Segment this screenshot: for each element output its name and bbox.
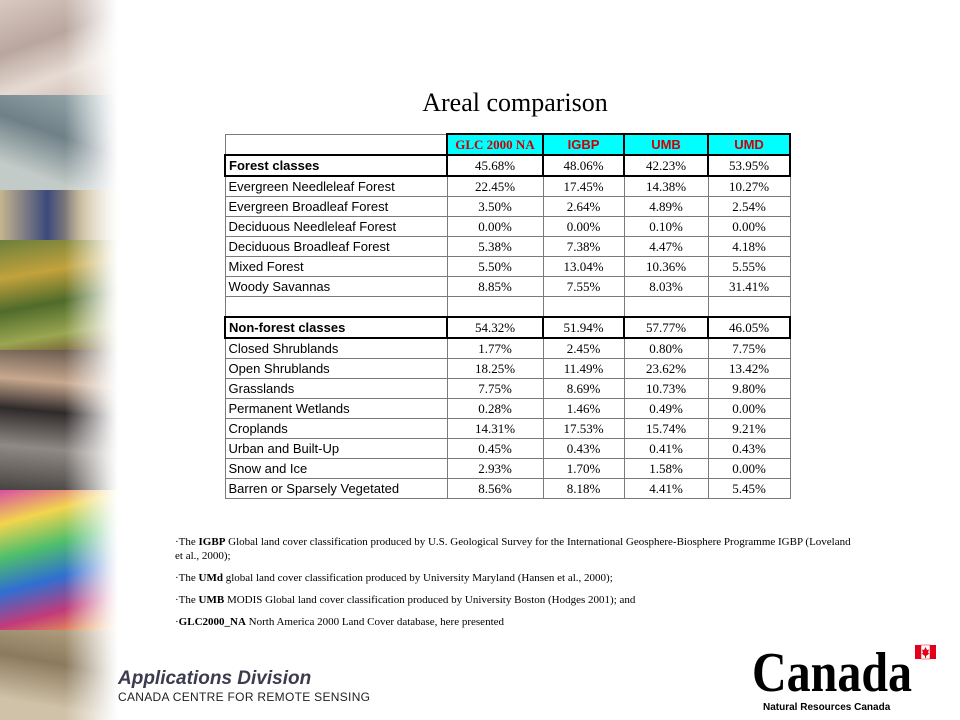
table-cell: 23.62% <box>624 359 708 379</box>
table-cell: 8.03% <box>624 277 708 297</box>
table-cell: 11.49% <box>543 359 624 379</box>
footnote-igbp <box>175 535 855 563</box>
column-header-umb: UMB <box>624 134 708 155</box>
table-row <box>225 459 790 479</box>
table-cell: 10.73% <box>624 379 708 399</box>
table-cell: 4.89% <box>624 197 708 217</box>
table-cell: 8.85% <box>447 277 543 297</box>
table-cell: 7.55% <box>543 277 624 297</box>
table-header-row <box>225 134 790 155</box>
table-cell: 22.45% <box>447 176 543 197</box>
footnote-term: UMd <box>198 572 223 584</box>
table-cell: 0.00% <box>543 217 624 237</box>
table-cell: 4.47% <box>624 237 708 257</box>
table-cell: 14.31% <box>447 419 543 439</box>
table-cell: 18.25% <box>447 359 543 379</box>
table-cell: 8.56% <box>447 479 543 499</box>
table-row <box>225 197 790 217</box>
table-cell: 0.43% <box>543 439 624 459</box>
areal-comparison-table <box>224 133 791 499</box>
table-cell: 48.06% <box>543 155 624 176</box>
table-cell: 0.00% <box>708 217 790 237</box>
table-cell: 4.18% <box>708 237 790 257</box>
table-cell: 2.45% <box>543 338 624 359</box>
footnote-prefix: · <box>175 616 179 628</box>
centre-name: CANADA CENTRE FOR REMOTE SENSING <box>118 690 371 704</box>
table-cell: 9.21% <box>708 419 790 439</box>
table-cell: 54.32% <box>447 317 543 338</box>
row-label: Closed Shrublands <box>225 338 447 359</box>
table-cell: 4.41% <box>624 479 708 499</box>
table-cell: 9.80% <box>708 379 790 399</box>
table-row <box>225 379 790 399</box>
page-title: Areal comparison <box>422 88 608 117</box>
footnote-term: UMB <box>198 594 225 606</box>
row-label: Grasslands <box>225 379 447 399</box>
footnote-prefix: ·The <box>175 536 199 548</box>
spacer-row <box>225 297 790 318</box>
table-cell: 5.38% <box>447 237 543 257</box>
table-cell: 14.38% <box>624 176 708 197</box>
table-cell: 0.80% <box>624 338 708 359</box>
row-label: Croplands <box>225 419 447 439</box>
table-cell: 46.05% <box>708 317 790 338</box>
table-cell: 0.10% <box>624 217 708 237</box>
nonforest-classes-row <box>225 317 790 338</box>
canada-flag-icon <box>915 645 936 659</box>
table-cell: 7.38% <box>543 237 624 257</box>
table-row <box>225 257 790 277</box>
row-label: Permanent Wetlands <box>225 399 447 419</box>
table-cell: 31.41% <box>708 277 790 297</box>
table-cell: 0.41% <box>624 439 708 459</box>
table-cell: 45.68% <box>447 155 543 176</box>
table-row <box>225 277 790 297</box>
table-row <box>225 217 790 237</box>
table-row <box>225 359 790 379</box>
table-cell: 7.75% <box>447 379 543 399</box>
table-cell: 8.18% <box>543 479 624 499</box>
table-cell: 0.28% <box>447 399 543 419</box>
row-label: Deciduous Needleleaf Forest <box>225 217 447 237</box>
footnote-prefix: ·The <box>175 572 199 584</box>
footnote-term: IGBP <box>198 536 226 548</box>
table-cell: 10.36% <box>624 257 708 277</box>
column-header-glc2000: GLC 2000 NA <box>447 134 543 155</box>
table-cell: 7.75% <box>708 338 790 359</box>
empty-cell <box>624 297 708 318</box>
table-cell: 2.54% <box>708 197 790 217</box>
table-cell: 8.69% <box>543 379 624 399</box>
table-cell: 0.00% <box>708 399 790 419</box>
footnote-prefix: ·The <box>175 594 199 606</box>
table-row <box>225 399 790 419</box>
column-header-umd: UMD <box>708 134 790 155</box>
table-cell: 5.55% <box>708 257 790 277</box>
table-cell: 57.77% <box>624 317 708 338</box>
table-cell: 0.45% <box>447 439 543 459</box>
empty-cell <box>708 297 790 318</box>
table-cell: 2.93% <box>447 459 543 479</box>
table-row <box>225 419 790 439</box>
empty-cell <box>225 134 447 155</box>
table-cell: 0.43% <box>708 439 790 459</box>
table-row <box>225 237 790 257</box>
empty-cell <box>543 297 624 318</box>
row-label: Woody Savannas <box>225 277 447 297</box>
section-label: Non-forest classes <box>225 317 447 338</box>
table-cell: 5.50% <box>447 257 543 277</box>
footnotes <box>175 535 855 637</box>
table-row <box>225 439 790 459</box>
row-label: Barren or Sparsely Vegetated <box>225 479 447 499</box>
row-label: Open Shrublands <box>225 359 447 379</box>
footnote-text: MODIS Global land cover classification produced by University Boston (Hodges 2001); and <box>224 594 636 606</box>
division-name: Applications Division <box>118 668 312 689</box>
table-row <box>225 176 790 197</box>
table-cell: 13.42% <box>708 359 790 379</box>
table-cell: 1.77% <box>447 338 543 359</box>
row-label: Snow and Ice <box>225 459 447 479</box>
table-cell: 42.23% <box>624 155 708 176</box>
section-label: Forest classes <box>225 155 447 176</box>
table-cell: 0.49% <box>624 399 708 419</box>
empty-cell <box>225 297 447 318</box>
footnote-term: GLC2000_NA <box>178 616 246 628</box>
forest-classes-row <box>225 155 790 176</box>
column-header-igbp: IGBP <box>543 134 624 155</box>
table-cell: 10.27% <box>708 176 790 197</box>
table-cell: 17.53% <box>543 419 624 439</box>
table-cell: 1.58% <box>624 459 708 479</box>
table-cell: 17.45% <box>543 176 624 197</box>
footnote-umd <box>175 571 855 585</box>
table-cell: 51.94% <box>543 317 624 338</box>
footnote-glc2000 <box>175 615 855 629</box>
row-label: Deciduous Broadleaf Forest <box>225 237 447 257</box>
table-cell: 1.46% <box>543 399 624 419</box>
footnote-text: North America 2000 Land Cover database, here presented <box>245 616 505 628</box>
row-label: Evergreen Needleleaf Forest <box>225 176 447 197</box>
table-cell: 15.74% <box>624 419 708 439</box>
empty-cell <box>447 297 543 318</box>
footnote-text: global land cover classification produced by University Maryland (Hansen et al., 2000); <box>222 572 613 584</box>
footnote-text: Global land cover classification produced by U.S. Geological Survey for the International Geosphere-Biosphere Programme IGBP (Loveland et al., 2000); <box>175 536 851 562</box>
table-cell: 2.64% <box>543 197 624 217</box>
table-cell: 5.45% <box>708 479 790 499</box>
table-row <box>225 338 790 359</box>
table-cell: 0.00% <box>708 459 790 479</box>
table-cell: 1.70% <box>543 459 624 479</box>
department-name: Natural Resources Canada <box>763 702 891 713</box>
row-label: Urban and Built-Up <box>225 439 447 459</box>
table-cell: 53.95% <box>708 155 790 176</box>
table-row <box>225 479 790 499</box>
table-cell: 3.50% <box>447 197 543 217</box>
footnote-umb <box>175 593 855 607</box>
row-label: Evergreen Broadleaf Forest <box>225 197 447 217</box>
table-cell: 0.00% <box>447 217 543 237</box>
row-label: Mixed Forest <box>225 257 447 277</box>
wordmark-text: Canada <box>752 643 912 704</box>
table-cell: 13.04% <box>543 257 624 277</box>
